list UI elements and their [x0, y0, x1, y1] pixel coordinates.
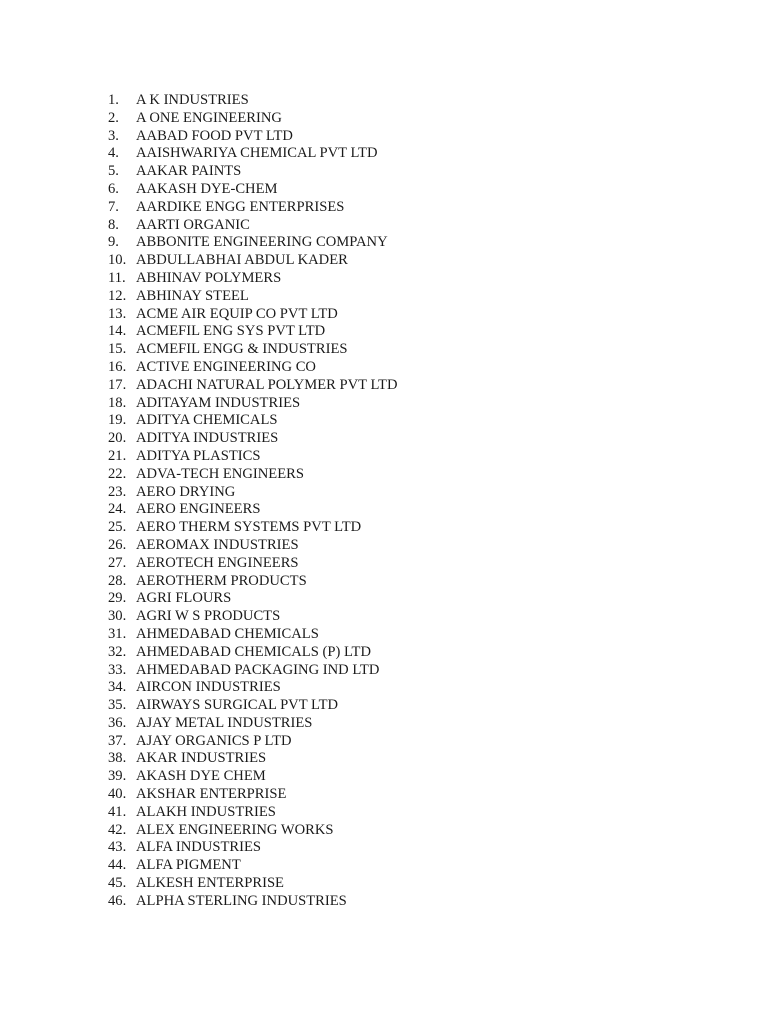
list-item-name: ACME AIR EQUIP CO PVT LTD — [136, 305, 338, 322]
list-item-name: AHMEDABAD CHEMICALS (P) LTD — [136, 643, 371, 660]
list-item — [108, 359, 398, 377]
list-item-number: 9. — [108, 234, 119, 251]
list-item-number: 1. — [108, 92, 119, 108]
list-item-name: AEROMAX INDUSTRIES — [136, 536, 299, 553]
list-item — [108, 234, 398, 252]
list-item-name: ALPHA STERLING INDUSTRIES — [136, 892, 347, 909]
list-item-number: 15. — [108, 341, 127, 358]
list-item — [108, 484, 398, 502]
list-item-number: 26. — [108, 536, 127, 553]
list-item — [108, 430, 398, 448]
list-item — [108, 501, 398, 519]
list-item-number: 18. — [108, 394, 127, 411]
list-item-name: AERO THERM SYSTEMS PVT LTD — [136, 519, 362, 536]
list-item — [108, 715, 398, 733]
list-item-number: 2. — [108, 109, 119, 126]
list-item — [108, 768, 398, 786]
list-item — [108, 92, 398, 110]
list-item-name: A K INDUSTRIES — [136, 92, 249, 108]
list-item-name: AERO ENGINEERS — [136, 501, 261, 518]
list-item-number: 12. — [108, 287, 127, 304]
list-item — [108, 733, 398, 751]
list-item — [108, 412, 398, 430]
list-item-number: 32. — [108, 643, 127, 660]
list-item — [108, 590, 398, 608]
list-item-number: 19. — [108, 412, 127, 429]
list-item — [108, 839, 398, 857]
list-item-name: AIRCON INDUSTRIES — [136, 679, 281, 696]
list-item — [108, 608, 398, 626]
list-item — [108, 573, 398, 591]
list-item-number: 43. — [108, 839, 127, 856]
list-item-name: ACTIVE ENGINEERING CO — [136, 358, 316, 375]
list-item-name: ADACHI NATURAL POLYMER PVT LTD — [136, 376, 398, 393]
list-item — [108, 466, 398, 484]
list-item-name: AAKASH DYE-CHEM — [136, 180, 278, 197]
list-item-number: 17. — [108, 376, 127, 393]
list-item — [108, 341, 398, 359]
list-item — [108, 448, 398, 466]
list-item-name: AGRI W S PRODUCTS — [136, 608, 281, 625]
list-item-number: 38. — [108, 750, 127, 767]
list-item-name: AKASH DYE CHEM — [136, 768, 266, 785]
list-item-number: 42. — [108, 821, 127, 838]
list-item-name: AKAR INDUSTRIES — [136, 750, 267, 767]
list-item-name: ADITYA CHEMICALS — [136, 412, 278, 429]
list-item — [108, 537, 398, 555]
list-item — [108, 804, 398, 822]
list-item-number: 8. — [108, 216, 119, 233]
list-item-number: 28. — [108, 572, 127, 589]
list-item-number: 30. — [108, 608, 127, 625]
list-item — [108, 519, 398, 537]
list-item-name: ACMEFIL ENGG & INDUSTRIES — [136, 341, 348, 358]
list-item-name: ADVA-TECH ENGINEERS — [136, 465, 304, 482]
list-item-number: 35. — [108, 697, 127, 714]
list-item-number: 11. — [108, 269, 126, 286]
list-item — [108, 662, 398, 680]
list-item — [108, 377, 398, 395]
list-item-name: AARTI ORGANIC — [136, 216, 250, 233]
list-item-number: 37. — [108, 732, 127, 749]
list-item-name: ACMEFIL ENG SYS PVT LTD — [136, 323, 326, 340]
list-item-name: AAISHWARIYA CHEMICAL PVT LTD — [136, 145, 378, 162]
list-item-name: AIRWAYS SURGICAL PVT LTD — [136, 697, 339, 714]
list-item-number: 33. — [108, 661, 127, 678]
list-item-name: ALEX ENGINEERING WORKS — [136, 821, 334, 838]
list-item-number: 25. — [108, 519, 127, 536]
list-item-name: ADITYA INDUSTRIES — [136, 430, 279, 447]
list-item — [108, 395, 398, 413]
list-item-name: AHMEDABAD CHEMICALS — [136, 625, 319, 642]
list-item-number: 45. — [108, 875, 127, 892]
list-item-number: 22. — [108, 465, 127, 482]
list-item — [108, 750, 398, 768]
list-item — [108, 199, 398, 217]
company-list — [108, 92, 398, 911]
list-item-name: AHMEDABAD PACKAGING IND LTD — [136, 661, 380, 678]
list-item-name: ABHINAY STEEL — [136, 287, 249, 304]
list-item-number: 7. — [108, 198, 119, 215]
list-item-name: ABBONITE ENGINEERING COMPANY — [136, 234, 388, 251]
list-item-number: 21. — [108, 447, 127, 464]
list-item — [108, 252, 398, 270]
list-item — [108, 270, 398, 288]
list-item-name: ALFA INDUSTRIES — [136, 839, 262, 856]
list-item-name: ABHINAV POLYMERS — [136, 269, 282, 286]
list-item-number: 36. — [108, 714, 127, 731]
list-item-name: AERO DRYING — [136, 483, 236, 500]
list-item — [108, 288, 398, 306]
list-item-number: 14. — [108, 323, 127, 340]
list-item-number: 23. — [108, 483, 127, 500]
list-item — [108, 626, 398, 644]
list-item — [108, 306, 398, 324]
list-item-name: AABAD FOOD PVT LTD — [136, 127, 293, 144]
list-item-number: 39. — [108, 768, 127, 785]
list-item-number: 44. — [108, 857, 127, 874]
list-item-name: ALAKH INDUSTRIES — [136, 803, 276, 820]
list-item — [108, 679, 398, 697]
list-item — [108, 110, 398, 128]
list-item-name: AKSHAR ENTERPRISE — [136, 786, 287, 803]
list-item-name: ADITYA PLASTICS — [136, 447, 261, 464]
list-item-name: AJAY METAL INDUSTRIES — [136, 714, 313, 731]
list-item — [108, 893, 398, 911]
list-item-number: 4. — [108, 145, 119, 162]
list-item — [108, 822, 398, 840]
list-item — [108, 323, 398, 341]
list-item-number: 27. — [108, 554, 127, 571]
list-item-number: 40. — [108, 786, 127, 803]
list-item-number: 41. — [108, 803, 127, 820]
list-item — [108, 555, 398, 573]
list-item-number: 24. — [108, 501, 127, 518]
list-item — [108, 181, 398, 199]
list-item-name: AARDIKE ENGG ENTERPRISES — [136, 198, 345, 215]
list-item-number: 6. — [108, 180, 119, 197]
list-item-number: 31. — [108, 625, 127, 642]
list-item-number: 20. — [108, 430, 127, 447]
list-item-name: ABDULLABHAI ABDUL KADER — [136, 252, 348, 269]
list-item-number: 29. — [108, 590, 127, 607]
list-item — [108, 786, 398, 804]
list-item-number: 3. — [108, 127, 119, 144]
list-item-name: A ONE ENGINEERING — [136, 109, 282, 126]
list-item — [108, 857, 398, 875]
list-item-name: AEROTHERM PRODUCTS — [136, 572, 307, 589]
list-item-name: ALKESH ENTERPRISE — [136, 875, 284, 892]
list-item — [108, 875, 398, 893]
list-item — [108, 145, 398, 163]
list-item-name: AJAY ORGANICS P LTD — [136, 732, 292, 749]
list-item — [108, 163, 398, 181]
list-item — [108, 644, 398, 662]
list-item-number: 16. — [108, 358, 127, 375]
list-item — [108, 128, 398, 146]
list-item-number: 10. — [108, 252, 127, 269]
list-item — [108, 697, 398, 715]
list-item-number: 46. — [108, 892, 127, 909]
list-item-number: 5. — [108, 163, 119, 180]
list-item-number: 13. — [108, 305, 127, 322]
list-item-number: 34. — [108, 679, 127, 696]
list-item-name: AEROTECH ENGINEERS — [136, 554, 299, 571]
list-item-name: ADITAYAM INDUSTRIES — [136, 394, 301, 411]
list-item-name: AAKAR PAINTS — [136, 163, 242, 180]
list-item-name: AGRI FLOURS — [136, 590, 232, 607]
list-item — [108, 217, 398, 235]
list-item-name: ALFA PIGMENT — [136, 857, 241, 874]
